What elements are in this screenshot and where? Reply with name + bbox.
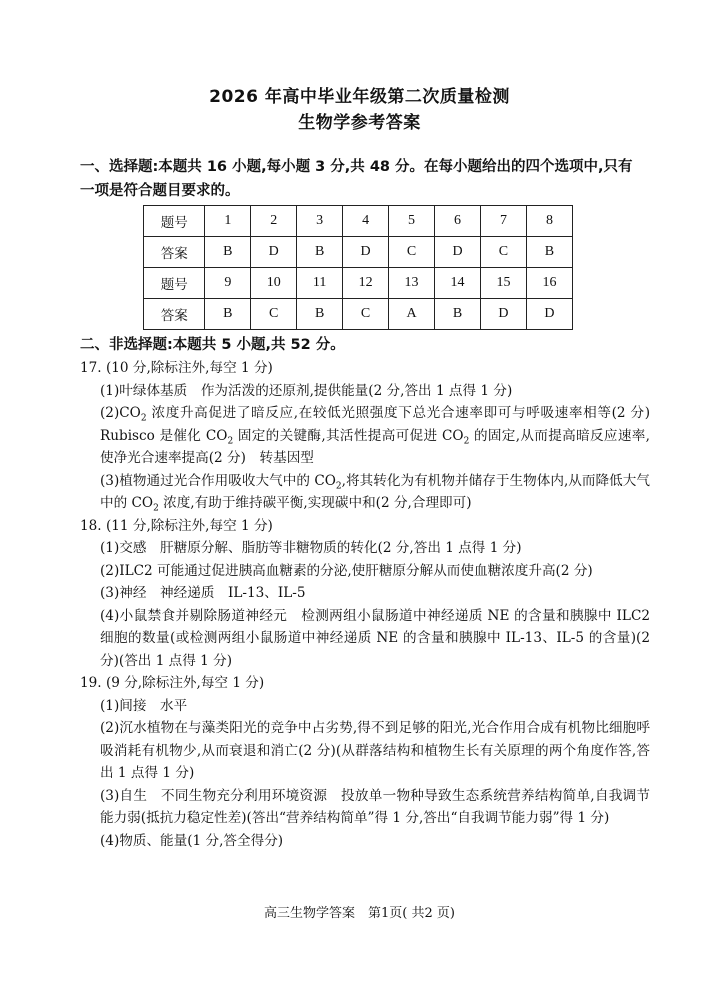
answer-cell: B — [205, 237, 251, 268]
answer-table — [143, 205, 573, 330]
number-row-label: 题号 — [144, 206, 205, 237]
answer-cell: B — [297, 237, 343, 268]
answer-row-label: 答案 — [144, 299, 205, 330]
section2-heading: 二、非选择题:本题共 5 小题,共 52 分。 — [80, 337, 345, 353]
question-17-heading: 17. (10 分,除标注外,每空 1 分) — [80, 360, 273, 376]
q18-part3: (3)神经 神经递质 IL-13、IL-5 — [100, 585, 306, 601]
answer-cell: C — [480, 237, 526, 268]
answer-cell: D — [343, 237, 389, 268]
number-cell: 16 — [526, 268, 572, 299]
q19-part3: (3)自生 不同生物充分利用环境资源 投放单一物种导致生态系统营养结构简单,自我调节能力弱(抵抗力稳定性差)(答出“营养结构简单”得 1 分,答出“自我调节能力弱”得 1 分) — [100, 787, 650, 826]
number-cell: 7 — [480, 206, 526, 237]
q19-part2: (2)沉水植物在与藻类阳光的竞争中占劣势,得不到足够的阳光,光合作用合成有机物比细胞呼吸消耗有机物少,从而衰退和消亡(2 分)(从群落结构和植物生长有关原理的两个角度作答,答出 1 点得 1 分) — [100, 720, 650, 781]
number-cell: 1 — [205, 206, 251, 237]
table-row — [144, 268, 573, 299]
answer-cell: B — [205, 299, 251, 330]
q19-part4: (4)物质、能量(1 分,答全得分) — [100, 832, 284, 849]
number-cell: 14 — [435, 268, 481, 299]
q17-part1: (1)叶绿体基质 作为活泼的还原剂,提供能量(2 分,答出 1 点得 1 分) — [100, 382, 513, 399]
answer-cell: D — [435, 237, 481, 268]
answers-body — [80, 357, 664, 852]
question-19-heading: 19. (9 分,除标注外,每空 1 分) — [80, 675, 265, 691]
answer-cell: B — [297, 299, 343, 330]
answer-cell: C — [251, 299, 297, 330]
q17-part3: (3)植物通过光合作用吸收大气中的 $CO_2$,将其转化为有机物并储存于生物体内,从而降低大气中的 $CO_2$ 浓度,有助于维持碳平衡,实现碳中和(2 分,合理即可) — [100, 472, 651, 514]
page-footer: 高三生物学答案 第1页( 共2 页) — [264, 906, 455, 921]
q17-part2: $(2)CO_2$ 浓度升高促进了暗反应,在较低光照强度下总光合速率即可与呼吸速率相等(2 分) Rubisco 是催化 $CO_2$ 固定的关键酶,其活性提高可促进 $CO_2$ 的固定,从而提高暗反应速率,使净光合速率提高(2 分) 转基因型 — [100, 405, 664, 466]
answer-cell: A — [389, 299, 435, 330]
number-cell: 6 — [435, 206, 481, 237]
table-row — [144, 237, 573, 268]
number-cell: 9 — [205, 268, 251, 299]
q18-part2: (2)ILC2 可能通过促进胰高血糖素的分泌,使肝糖原分解从而使血糖浓度升高(2 分) — [100, 562, 593, 579]
number-cell: 4 — [343, 206, 389, 237]
number-cell: 5 — [389, 206, 435, 237]
number-cell: 3 — [297, 206, 343, 237]
number-cell: 2 — [251, 206, 297, 237]
number-cell: 8 — [526, 206, 572, 237]
q19-part1: (1)间接 水平 — [100, 697, 188, 714]
number-cell: 11 — [297, 268, 343, 299]
page-title: 2026 年高中毕业年级第二次质量检测 — [209, 87, 510, 107]
number-row-label: 题号 — [144, 268, 205, 299]
table-row — [144, 206, 573, 237]
q18-part1: (1)交感 肝糖原分解、脂肪等非糖物质的转化(2 分,答出 1 点得 1 分) — [100, 540, 522, 556]
number-cell: 15 — [480, 268, 526, 299]
answer-cell: D — [251, 237, 297, 268]
number-cell: 10 — [251, 268, 297, 299]
answer-cell: B — [526, 237, 572, 268]
number-cell: 12 — [343, 268, 389, 299]
q18-part4: (4)小鼠禁食并剔除肠道神经元 检测两组小鼠肠道中神经递质 NE 的含量和胰腺中 ILC2 细胞的数量(或检测两组小鼠肠道中神经递质 NE 的含量和胰腺中 IL-13、IL-5 的含量)(2 分)(答出 1 点得 1 分) — [100, 607, 650, 669]
number-cell: 13 — [389, 268, 435, 299]
question-18-heading: 18. (11 分,除标注外,每空 1 分) — [80, 517, 273, 534]
answer-cell: D — [526, 299, 572, 330]
answer-cell: C — [389, 237, 435, 268]
answer-row-label: 答案 — [144, 237, 205, 268]
answer-cell: B — [435, 299, 481, 330]
answer-cell: D — [480, 299, 526, 330]
section1-heading: 一、选择题:本题共 16 小题,每小题 3 分,共 48 分。在每小题给出的四个选项中,只有一项是符合题目要求的。 — [80, 159, 633, 199]
page-subtitle: 生物学参考答案 — [298, 113, 421, 133]
answer-cell: C — [343, 299, 389, 330]
table-row — [144, 299, 573, 330]
